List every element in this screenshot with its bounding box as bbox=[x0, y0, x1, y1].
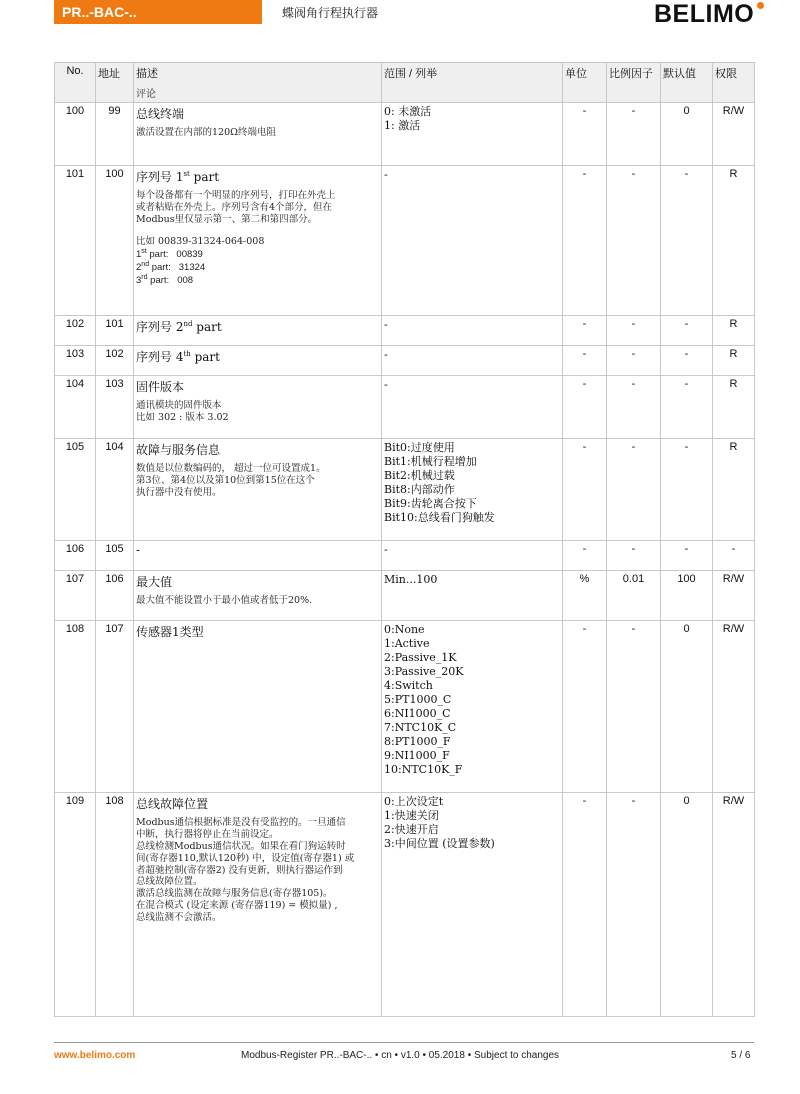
serial-part-n: 1 bbox=[136, 248, 142, 260]
range-item: 1:Active bbox=[384, 637, 430, 650]
desc-body bbox=[136, 400, 379, 424]
cell-range bbox=[382, 541, 563, 571]
cell-access: R bbox=[713, 439, 755, 541]
table-row bbox=[55, 793, 755, 1017]
cell-access: R/W bbox=[713, 793, 755, 1017]
desc-line: 最大值不能设置小于最小值或者低于20%. bbox=[136, 595, 313, 606]
desc-body bbox=[136, 190, 379, 287]
cell-access: R bbox=[713, 346, 755, 376]
cell-no: 101 bbox=[55, 166, 96, 316]
cell-scale: 0.01 bbox=[607, 571, 661, 621]
footer-page-number: 5 / 6 bbox=[731, 1050, 751, 1061]
cell-addr: 105 bbox=[96, 541, 134, 571]
cell-addr: 103 bbox=[96, 376, 134, 439]
col-header-no: No. bbox=[55, 63, 96, 103]
desc-title: 故障与服务信息 bbox=[136, 443, 221, 457]
desc-line: 执行器中没有使用。 bbox=[136, 486, 222, 498]
desc-line: 在混合模式 (设定来源 (寄存器119) = 模拟量) , bbox=[136, 900, 338, 912]
register-table bbox=[54, 62, 755, 1017]
serial-part-label: part: bbox=[146, 248, 169, 260]
cell-scale: - bbox=[607, 103, 661, 166]
col-header-addr: 地址 bbox=[96, 63, 134, 103]
range-item: - bbox=[384, 318, 388, 331]
range-item: 1:快速关闭 bbox=[384, 809, 439, 822]
product-tag: PR..-BAC-.. bbox=[54, 0, 262, 24]
cell-desc bbox=[134, 166, 382, 316]
cell-default: 0 bbox=[661, 621, 713, 793]
col-header-unit: 单位 bbox=[563, 63, 607, 103]
cell-range bbox=[382, 571, 563, 621]
cell-scale: - bbox=[607, 793, 661, 1017]
cell-scale: - bbox=[607, 166, 661, 316]
cell-default: 0 bbox=[661, 103, 713, 166]
cell-no: 100 bbox=[55, 103, 96, 166]
cell-addr: 102 bbox=[96, 346, 134, 376]
serial-part-value: 31324 bbox=[178, 261, 206, 273]
desc-line: 数值是以位数编码的， 超过一位可设置成1。 bbox=[136, 463, 326, 474]
desc-line: 通讯模块的固件版本 bbox=[136, 400, 222, 411]
serial-part-n: 3 bbox=[136, 274, 142, 286]
serial-part-sup: st bbox=[141, 247, 147, 255]
cell-desc bbox=[134, 571, 382, 621]
cell-access: R/W bbox=[713, 103, 755, 166]
serial-part bbox=[136, 248, 379, 261]
range-item: Bit9:齿轮离合按下 bbox=[384, 497, 477, 510]
range-item: 3:中间位置 (设置参数) bbox=[384, 837, 495, 850]
range-item: - bbox=[384, 543, 388, 556]
range-item: 10:NTC10K_F bbox=[384, 763, 463, 776]
desc-line: 总线故障位置。 bbox=[136, 876, 203, 888]
range-item: Min...100 bbox=[384, 573, 438, 586]
col-header-access: 权限 bbox=[713, 63, 755, 103]
desc-line: Modbus里仅显示第一、第二和第四部分。 bbox=[136, 213, 318, 225]
table-row bbox=[55, 541, 755, 571]
serial-part bbox=[136, 261, 379, 274]
desc-title: 固件版本 bbox=[136, 380, 185, 394]
range-item: Bit1:机械行程增加 bbox=[384, 455, 477, 468]
cell-no: 109 bbox=[55, 793, 96, 1017]
desc-title-sup: th bbox=[183, 350, 191, 358]
table-row bbox=[55, 103, 755, 166]
range-item: 3:Passive_20K bbox=[384, 665, 464, 678]
cell-desc bbox=[134, 621, 382, 793]
range-item: - bbox=[384, 348, 388, 361]
range-item: - bbox=[384, 168, 388, 181]
cell-range bbox=[382, 793, 563, 1017]
cell-default: - bbox=[661, 346, 713, 376]
cell-range bbox=[382, 346, 563, 376]
desc-title: 总线故障位置 bbox=[136, 797, 209, 811]
logo-dot-icon bbox=[757, 2, 764, 9]
cell-addr: 99 bbox=[96, 103, 134, 166]
desc-body bbox=[136, 817, 379, 924]
desc-title-sup: st bbox=[183, 170, 190, 178]
brand-logo: BELIMO bbox=[654, 0, 755, 28]
cell-range bbox=[382, 166, 563, 316]
cell-access: R bbox=[713, 166, 755, 316]
cell-access: - bbox=[713, 541, 755, 571]
cell-default: - bbox=[661, 376, 713, 439]
table-row bbox=[55, 621, 755, 793]
range-item: 0: 未激活 bbox=[384, 105, 432, 118]
cell-no: 102 bbox=[55, 316, 96, 346]
cell-default: - bbox=[661, 166, 713, 316]
table-row bbox=[55, 376, 755, 439]
desc-title-pre: 序列号 1 bbox=[136, 170, 184, 184]
desc-line: 或者粘贴在外壳上。序列号含有4个部分，但在 bbox=[136, 201, 333, 213]
cell-access: R/W bbox=[713, 621, 755, 793]
table-header-row bbox=[55, 63, 755, 103]
cell-scale: - bbox=[607, 621, 661, 793]
cell-addr: 106 bbox=[96, 571, 134, 621]
cell-default: 100 bbox=[661, 571, 713, 621]
col-header-range: 范围 / 列举 bbox=[382, 63, 563, 103]
cell-addr: 107 bbox=[96, 621, 134, 793]
desc-body bbox=[136, 127, 379, 139]
cell-default: - bbox=[661, 439, 713, 541]
desc-title-pre: 序列号 2 bbox=[136, 320, 184, 334]
desc-title-post: part bbox=[190, 350, 220, 364]
serial-part-sup: nd bbox=[141, 260, 150, 268]
range-item: 6:NI1000_C bbox=[384, 707, 451, 720]
desc-title bbox=[136, 168, 379, 185]
desc-title: 传感器1类型 bbox=[136, 625, 204, 639]
serial-part-n: 2 bbox=[136, 261, 142, 273]
range-item: 0:None bbox=[384, 623, 425, 636]
cell-unit: - bbox=[563, 103, 607, 166]
cell-no: 105 bbox=[55, 439, 96, 541]
cell-desc bbox=[134, 376, 382, 439]
table-row bbox=[55, 571, 755, 621]
desc-title: 总线终端 bbox=[136, 107, 185, 121]
cell-desc bbox=[134, 103, 382, 166]
cell-addr: 101 bbox=[96, 316, 134, 346]
cell-addr: 104 bbox=[96, 439, 134, 541]
range-item: Bit8:内部动作 bbox=[384, 483, 455, 496]
serial-part-value: 00839 bbox=[176, 248, 203, 260]
footer-divider bbox=[54, 1042, 754, 1043]
cell-scale: - bbox=[607, 439, 661, 541]
range-item: 8:PT1000_F bbox=[384, 735, 451, 748]
spacer bbox=[136, 226, 379, 236]
cell-no: 106 bbox=[55, 541, 96, 571]
cell-desc bbox=[134, 439, 382, 541]
cell-default: - bbox=[661, 316, 713, 346]
serial-part-label: part: bbox=[147, 274, 170, 286]
desc-body bbox=[136, 463, 379, 499]
cell-desc bbox=[134, 793, 382, 1017]
desc-title-sup: nd bbox=[183, 320, 193, 328]
col-header-desc: 描述 评论 bbox=[134, 63, 382, 103]
desc-title: 最大值 bbox=[136, 575, 173, 589]
range-item: 4:Switch bbox=[384, 679, 433, 692]
cell-access: R bbox=[713, 376, 755, 439]
cell-desc bbox=[134, 316, 382, 346]
cell-range bbox=[382, 376, 563, 439]
range-item: Bit0:过度使用 bbox=[384, 441, 455, 454]
cell-access: R/W bbox=[713, 571, 755, 621]
cell-unit: - bbox=[563, 621, 607, 793]
cell-default: - bbox=[661, 541, 713, 571]
cell-unit: - bbox=[563, 439, 607, 541]
desc-line: 间(寄存器110,默认120秒) 中，设定值(寄存器1) 或 bbox=[136, 852, 355, 864]
cell-access: R bbox=[713, 316, 755, 346]
desc-title-post: part bbox=[189, 170, 220, 184]
footer-website-link[interactable]: www.belimo.com bbox=[54, 1050, 136, 1061]
desc-line: 中断，执行器将停止在当前设定。 bbox=[136, 828, 279, 840]
cell-desc bbox=[134, 541, 382, 571]
cell-range bbox=[382, 103, 563, 166]
serial-example: 比如 00839-31324-064-008 bbox=[136, 235, 265, 247]
cell-range bbox=[382, 439, 563, 541]
table-row bbox=[55, 439, 755, 541]
cell-range bbox=[382, 316, 563, 346]
table-row bbox=[55, 166, 755, 316]
desc-title-post: part bbox=[192, 320, 222, 334]
desc-line: 者超驰控制(寄存器2) 没有更新，则执行器运作到 bbox=[136, 864, 343, 876]
desc-line: 激活总线监测在故障与服务信息(寄存器105)。 bbox=[136, 888, 333, 900]
cell-addr: 108 bbox=[96, 793, 134, 1017]
desc-line: 每个设备都有一个明显的序列号，打印在外壳上 bbox=[136, 190, 336, 201]
cell-unit: - bbox=[563, 346, 607, 376]
range-item: 9:NI1000_F bbox=[384, 749, 450, 762]
desc-line: 第3位、第4位以及第10位到第15位在这个 bbox=[136, 474, 315, 486]
desc-line: 激活设置在内部的120Ω终端电阻 bbox=[136, 127, 277, 138]
range-item: Bit2:机械过载 bbox=[384, 469, 455, 482]
desc-line: 总线检测Modbus通信状况。如果在看门狗运转时 bbox=[136, 840, 346, 852]
desc-title bbox=[136, 348, 379, 365]
cell-scale: - bbox=[607, 346, 661, 376]
range-item: 7:NTC10K_C bbox=[384, 721, 457, 734]
range-item: 5:PT1000_C bbox=[384, 693, 452, 706]
cell-unit: - bbox=[563, 166, 607, 316]
cell-unit: - bbox=[563, 376, 607, 439]
desc-line: Modbus通信根据标准是没有受监控的。一旦通信 bbox=[136, 817, 346, 828]
range-item: - bbox=[384, 378, 388, 391]
range-item: 2:Passive_1K bbox=[384, 651, 457, 664]
col-header-scale: 比例因子 bbox=[607, 63, 661, 103]
desc-body bbox=[136, 595, 379, 607]
cell-no: 107 bbox=[55, 571, 96, 621]
footer-doc-info: Modbus-Register PR..-BAC-.. • cn • v1.0 • 05.2018 • Subject to changes bbox=[241, 1050, 560, 1061]
desc-line: 总线监测不会激活。 bbox=[136, 912, 222, 923]
document-title: 蝶阀角行程执行器 bbox=[282, 6, 379, 20]
col-header-desc-sub: 评论 bbox=[136, 89, 156, 100]
serial-part bbox=[136, 274, 379, 287]
cell-default: 0 bbox=[661, 793, 713, 1017]
serial-part-sup: rd bbox=[141, 273, 148, 281]
cell-scale: - bbox=[607, 541, 661, 571]
cell-unit: - bbox=[563, 316, 607, 346]
desc-line: 比如 302 : 版本 3.02 bbox=[136, 411, 229, 423]
desc-title bbox=[136, 318, 379, 335]
range-item: 2:快速开启 bbox=[384, 823, 439, 836]
cell-no: 103 bbox=[55, 346, 96, 376]
cell-unit: % bbox=[563, 571, 607, 621]
cell-unit: - bbox=[563, 541, 607, 571]
cell-unit: - bbox=[563, 793, 607, 1017]
range-item: 1: 激活 bbox=[384, 119, 421, 132]
cell-no: 104 bbox=[55, 376, 96, 439]
table-row bbox=[55, 346, 755, 376]
serial-part-label: part: bbox=[149, 261, 171, 273]
cell-scale: - bbox=[607, 376, 661, 439]
range-item: 0:上次设定t bbox=[384, 795, 444, 808]
range-item: Bit10:总线看门狗触发 bbox=[384, 511, 495, 524]
serial-part-value: 008 bbox=[177, 274, 194, 286]
cell-no: 108 bbox=[55, 621, 96, 793]
desc-title-pre: 序列号 4 bbox=[136, 350, 184, 364]
desc-title: - bbox=[136, 543, 141, 557]
cell-range bbox=[382, 621, 563, 793]
cell-desc bbox=[134, 346, 382, 376]
cell-scale: - bbox=[607, 316, 661, 346]
table-row bbox=[55, 316, 755, 346]
col-header-default: 默认值 bbox=[661, 63, 713, 103]
cell-addr: 100 bbox=[96, 166, 134, 316]
